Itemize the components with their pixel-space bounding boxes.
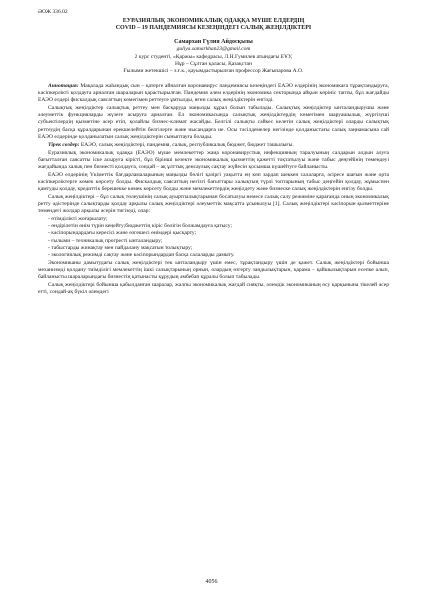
- list-item: - өтімділікті жоғарылату;: [48, 215, 108, 222]
- author-name: Самархан Гүлия Айдосқызы: [174, 39, 253, 46]
- list-item: - экологиялық режимді сақтау және кәсіпорындардан басқа салаларды дамыту.: [48, 252, 235, 259]
- abstract-paragraph-2: Салықтық жеңілдіктер салықтық реттеу мен басқаруда маңызды құрал болып табылады. Салықтық жеңілдіктер ынталандырушы және әлеуметтік функцияларды жүзеге асыруға арналған. Ел экономикасында салықтық жеңілдіктердің көмегімен шаруашылық жүргізуші субъектілердің қызметіне әсер етіп, қолайлы бизнес-климат жасайды. Белгілі салықты сәйкес келетін салық жеңілдіктері оларды салықтық реттеудің басқа құралдарынан ерекшелейтін белгілерге және нысандарға ие. Осы тәсілдемелер негізінде қолданыстағы салық заңнамасына сай ЕАЭО елдерінде қолданылатын салық жеңілдіктерін сыныптауға болады.: [38, 104, 389, 140]
- abstract-text: Мақалада жаһандық сын – қатерге айналған коронавирус пандемиясы кезеңіндегі ЕАЭО елдерінің экономикаға тұрақтандыруға, кәсіпкерлікті қолдауға арналған шараларын қарастырылған. Пандемия әлем елдерінің экономика секторында айқын көрініс тапты, бұл жағдайды ЕАЭО елдері фискалдық саясаттың көмегімен реттеуге ұмтылды, яғни салық жеңілдіктерін енгізді.: [38, 82, 390, 104]
- abstract-label: Аннотация:: [48, 82, 79, 89]
- effects-list: [38, 216, 389, 260]
- list-item: - табыстарды жинақтау мен пайдалану мақсатын толықтыру;: [48, 245, 193, 252]
- keywords-label: Тірек сөздер:: [48, 142, 80, 149]
- title-line-2: COVID – 19 ПАНДЕМИЯСЫ КЕЗЕҢІНДЕГІ САЛЫҚ ЖЕҢІЛДІКТЕРІ: [115, 25, 312, 32]
- body-paragraph-3: Салық жеңілдіктері – бұл салық төлеушінің салық ауыртпалықтарынан босатылуы немесе салық салу режиміне қарағанда оның экономикалық ретту әдістерінде салықтарды қолдау арқылы салық жеңілдіктері әлеуметтік мақсатта ұсынылуы [1]. Салық жеңілдіктері кәсіпорын қызметтеріне төмендегі жолдар арқылы әсерін тигізеді, олар:: [38, 193, 389, 215]
- article-title: [38, 18, 389, 32]
- body-paragraph-2: ЕАЭО елдерінің Үкіметтік бағдарламаларының маңызды бөлігі қазіргі уақытта ең көп зардап шеккен салаларға, әсіресе шағын және орта кәсіпкерліктерге көмек көрсету болды. Фискалдық саясаттың негізгі бағыттары халықтың түрлі топтарының табыс деңгейін қолдау, жұмыспен қамтуды қолдау, кредиттік берешекке көмек көрсету болды және мемлекеттердің жеңілдету және бизнеске салық жеңілдіктерін енгізу болды.: [38, 171, 389, 193]
- author-affiliation: 2 курс студенті, «Қаржы» кафедрасы, Л.Н.Гумилев атындағы ЕҰУ,: [134, 53, 293, 60]
- author-email: guliya.samarkhan23@gmail.com: [176, 46, 251, 53]
- abstract-paragraph: [38, 83, 389, 105]
- list-item: - кәсіпорындардағы кересісі және өзгешесі өнімдері қысқарту;: [48, 230, 197, 237]
- keywords-paragraph: [38, 142, 389, 149]
- udc-code: ӘОЖ 336.02: [38, 9, 68, 15]
- author-city: Нұр – Сұлтан қаласы, Қазақстан: [175, 60, 252, 67]
- title-line-1: ЕУРАЗИЯЛЫҚ ЭКОНОМИКАЛЫҚ ОДАҚҚА МҮШЕ ЕЛДЕРДІҢ: [122, 18, 305, 25]
- body-paragraph-4: Экономиканы дамытудағы салық жеңілдіктері тек ынталандыру үшін емес, тұрақтандыру үшін де қажет. Салық жеңілдіктері бойынша механизмді қолдану тиімділігі мемлекеттің ішкі салықтарының орнын, олардың өзгерту заңдылықтарын, қарама – қайшылықтарын есепке алып, байланысты шараларындағы бизнестің қатынасты құрудың әмбебап құралы болып табылады.: [38, 259, 389, 281]
- body-paragraph-5: Салық жеңілдіктері бойынша қабылданған шаралар, жалпы экономикалық жағдай сияқты, әлемдік экономиканың өсу қарқынына тікелей әсер етті, сондай-ақ бүкіл әлемдегі: [38, 281, 389, 296]
- keywords-text: ЕАЭО, салық жеңілдіктері, пандемия, салық, республикалық бюджет, бюджет ташылығы.: [80, 142, 294, 149]
- list-item: - ғылыми – техникалық прогресті ынталандыру;: [48, 237, 163, 244]
- advisor-info: Ғылыми жетекшісі – э.ғ.к., қауымдастырылған профессор Жағыпарова А.О.: [123, 68, 304, 75]
- page-number: 4056: [205, 578, 218, 585]
- body-paragraph-1: Еуразиялық экономикалық одаққа (ЕАЭО) мүше мемлекеттер жаңа коронавирустық инфекцияның таралуының салдарын алдын алуға бағытталған саясатты іске асыруға кірісті, бұл бірінші кезекте экономикалық қызметтің қажетті тоқтатылуы және табыс деңгейінің төмендеуі жағдайында халық пен бизнесті қолдауға, сондай – ақ ұлттық денсаулық сақтау жүйесін қосымша күшейтуге байланысты.: [38, 149, 389, 171]
- list-item: - өндірілетін өнім түрін кеңейту;бюджеттің кіріс бөлігін болжамдауға қатысу;: [48, 223, 232, 230]
